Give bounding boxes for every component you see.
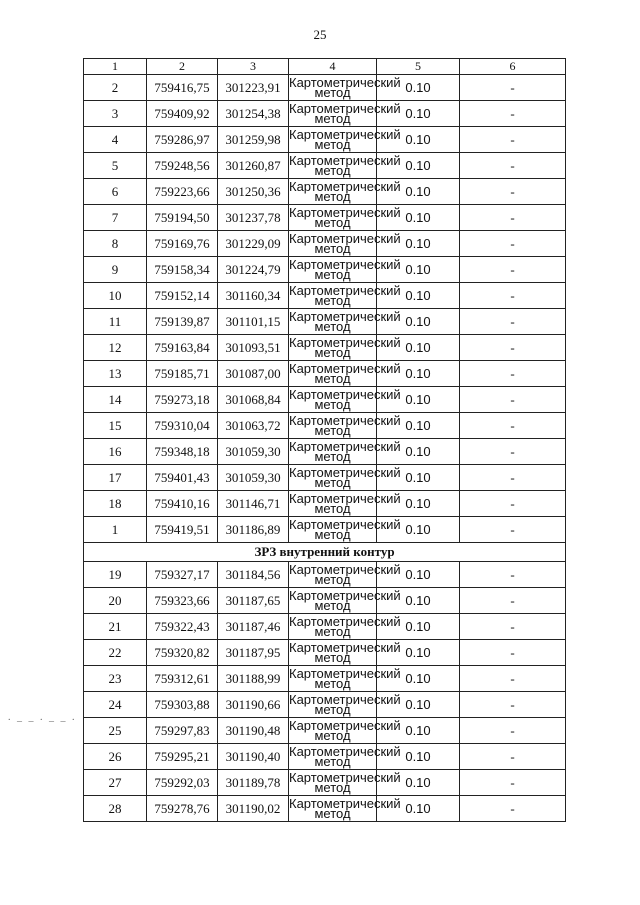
cell-y: 301187,65 [218,588,289,614]
table-row [84,127,566,153]
cell-method: Картометрический метод [289,360,401,386]
cell-method: Картометрический метод [289,412,401,438]
cell-acc: 0.10 [377,744,460,770]
cell-method: Картометрический метод [289,386,401,412]
cell-n: 25 [84,718,147,744]
cell-x: 759401,43 [147,465,218,491]
cell-y: 301259,98 [218,127,289,153]
cell-note: - [460,101,566,127]
cell-method: Картометрический метод [289,230,401,256]
cell-x: 759416,75 [147,75,218,101]
cell-n: 15 [84,413,147,439]
margin-marks: . _ _ . _ _ . [8,712,77,723]
cell-acc: 0.10 [377,692,460,718]
cell-y: 301188,99 [218,666,289,692]
table-row [84,465,566,491]
cell-y: 301059,30 [218,439,289,465]
cell-acc: 0.10 [377,517,460,543]
cell-x: 759158,34 [147,257,218,283]
cell-acc: 0.10 [377,127,460,153]
table-row [84,491,566,517]
cell-acc: 0.10 [377,666,460,692]
cell-note: - [460,439,566,465]
table-row [84,309,566,335]
cell-n: 7 [84,205,147,231]
cell-y: 301223,91 [218,75,289,101]
cell-n: 23 [84,666,147,692]
cell-n: 6 [84,179,147,205]
cell-n: 13 [84,361,147,387]
cell-x: 759410,16 [147,491,218,517]
cell-y: 301187,95 [218,640,289,666]
table-row [84,153,566,179]
cell-x: 759273,18 [147,387,218,413]
cell-x: 759310,04 [147,413,218,439]
table-row [84,101,566,127]
cell-y: 301101,15 [218,309,289,335]
cell-acc: 0.10 [377,101,460,127]
cell-n: 5 [84,153,147,179]
cell-x: 759312,61 [147,666,218,692]
cell-n: 17 [84,465,147,491]
cell-acc: 0.10 [377,562,460,588]
cell-n: 1 [84,517,147,543]
cell-x: 759286,97 [147,127,218,153]
cell-y: 301186,89 [218,517,289,543]
cell-y: 301190,48 [218,718,289,744]
cell-acc: 0.10 [377,718,460,744]
cell-y: 301160,34 [218,283,289,309]
cell-x: 759169,76 [147,231,218,257]
cell-acc: 0.10 [377,153,460,179]
cell-y: 301229,09 [218,231,289,257]
page-number: 25 [313,27,327,42]
table-row [84,770,566,796]
cell-acc: 0.10 [377,614,460,640]
cell-note: - [460,335,566,361]
cell-n: 27 [84,770,147,796]
cell-n: 2 [84,75,147,101]
cell-method: Картометрический метод [289,282,401,308]
cell-acc: 0.10 [377,361,460,387]
cell-y: 301068,84 [218,387,289,413]
cell-x: 759139,87 [147,309,218,335]
cell-x: 759292,03 [147,770,218,796]
section-title: ЗРЗ внутренний контур [84,543,566,562]
cell-y: 301146,71 [218,491,289,517]
cell-method: Картометрический метод [289,100,401,126]
cell-note: - [460,257,566,283]
cell-note: - [460,491,566,517]
cell-n: 12 [84,335,147,361]
table-row [84,640,566,666]
cell-x: 759223,66 [147,179,218,205]
table-row [84,744,566,770]
cell-note: - [460,614,566,640]
cell-x: 759278,76 [147,796,218,822]
cell-x: 759419,51 [147,517,218,543]
cell-acc: 0.10 [377,413,460,439]
cell-method: Картометрический метод [289,126,401,152]
cell-note: - [460,361,566,387]
cell-x: 759194,50 [147,205,218,231]
cell-y: 301260,87 [218,153,289,179]
cell-x: 759297,83 [147,718,218,744]
cell-n: 4 [84,127,147,153]
cell-method: Картометрический метод [289,769,401,795]
cell-method: Картометрический метод [289,464,401,490]
cell-n: 20 [84,588,147,614]
cell-x: 759152,14 [147,283,218,309]
cell-method: Картометрический метод [289,490,401,516]
table-row [84,257,566,283]
cell-x: 759322,43 [147,614,218,640]
cell-method: Картометрический метод [289,74,401,100]
cell-method: Картометрический метод [289,256,401,282]
cell-n: 24 [84,692,147,718]
cell-y: 301059,30 [218,465,289,491]
cell-method: Картометрический метод [289,743,401,769]
cell-acc: 0.10 [377,770,460,796]
cell-y: 301093,51 [218,335,289,361]
cell-y: 301190,66 [218,692,289,718]
cell-acc: 0.10 [377,257,460,283]
table-row [84,588,566,614]
cell-note: - [460,127,566,153]
cell-method: Картометрический метод [289,516,401,542]
cell-method: Картометрический метод [289,691,401,717]
table-row [84,666,566,692]
cell-acc: 0.10 [377,588,460,614]
cell-note: - [460,309,566,335]
column-header: 6 [460,59,566,75]
cell-note: - [460,205,566,231]
table-row [84,413,566,439]
table-row [84,387,566,413]
table-row [84,231,566,257]
cell-y: 301250,36 [218,179,289,205]
cell-method: Картометрический метод [289,438,401,464]
cell-y: 301190,40 [218,744,289,770]
cell-method: Картометрический метод [289,665,401,691]
cell-y: 301190,02 [218,796,289,822]
column-header: 3 [218,59,289,75]
cell-acc: 0.10 [377,491,460,517]
cell-note: - [460,179,566,205]
table-row [84,692,566,718]
table-row [84,439,566,465]
table-row [84,335,566,361]
cell-acc: 0.10 [377,205,460,231]
cell-note: - [460,770,566,796]
cell-x: 759409,92 [147,101,218,127]
cell-y: 301187,46 [218,614,289,640]
cell-n: 11 [84,309,147,335]
section-row [84,543,566,562]
cell-y: 301087,00 [218,361,289,387]
cell-x: 759163,84 [147,335,218,361]
cell-acc: 0.10 [377,179,460,205]
cell-y: 301237,78 [218,205,289,231]
cell-note: - [460,640,566,666]
table-row [84,283,566,309]
table-row [84,517,566,543]
cell-y: 301254,38 [218,101,289,127]
table-row [84,562,566,588]
cell-note: - [460,588,566,614]
cell-note: - [460,718,566,744]
cell-method: Картометрический метод [289,717,401,743]
cell-acc: 0.10 [377,309,460,335]
cell-x: 759327,17 [147,562,218,588]
cell-method: Картометрический метод [289,587,401,613]
cell-note: - [460,283,566,309]
cell-x: 759323,66 [147,588,218,614]
cell-n: 28 [84,796,147,822]
cell-n: 10 [84,283,147,309]
cell-acc: 0.10 [377,387,460,413]
cell-method: Картометрический метод [289,178,401,204]
cell-x: 759185,71 [147,361,218,387]
table-row [84,718,566,744]
cell-note: - [460,153,566,179]
cell-n: 19 [84,562,147,588]
cell-note: - [460,796,566,822]
table-row [84,75,566,101]
cell-n: 22 [84,640,147,666]
cell-note: - [460,692,566,718]
cell-y: 301224,79 [218,257,289,283]
cell-y: 301189,78 [218,770,289,796]
cell-acc: 0.10 [377,335,460,361]
column-header: 2 [147,59,218,75]
cell-n: 18 [84,491,147,517]
cell-note: - [460,413,566,439]
cell-note: - [460,666,566,692]
cell-n: 16 [84,439,147,465]
column-header: 1 [84,59,147,75]
cell-note: - [460,75,566,101]
cell-note: - [460,231,566,257]
cell-method: Картометрический метод [289,795,401,821]
cell-n: 26 [84,744,147,770]
cell-x: 759303,88 [147,692,218,718]
cell-x: 759248,56 [147,153,218,179]
cell-method: Картометрический метод [289,334,401,360]
cell-acc: 0.10 [377,465,460,491]
cell-acc: 0.10 [377,231,460,257]
cell-x: 759320,82 [147,640,218,666]
cell-x: 759348,18 [147,439,218,465]
cell-y: 301184,56 [218,562,289,588]
cell-note: - [460,465,566,491]
cell-method: Картометрический метод [289,308,401,334]
cell-acc: 0.10 [377,75,460,101]
cell-x: 759295,21 [147,744,218,770]
cell-n: 21 [84,614,147,640]
cell-note: - [460,562,566,588]
table-row [84,796,566,822]
cell-method: Картометрический метод [289,639,401,665]
cell-method: Картометрический метод [289,204,401,230]
table-row [84,179,566,205]
column-header: 5 [377,59,460,75]
cell-acc: 0.10 [377,439,460,465]
cell-method: Картометрический метод [289,152,401,178]
table-row [84,361,566,387]
cell-n: 8 [84,231,147,257]
table-row [84,614,566,640]
cell-acc: 0.10 [377,283,460,309]
coordinates-table [83,58,566,822]
cell-n: 14 [84,387,147,413]
cell-y: 301063,72 [218,413,289,439]
cell-method: Картометрический метод [289,561,401,587]
cell-note: - [460,517,566,543]
cell-method: Картометрический метод [289,613,401,639]
cell-n: 9 [84,257,147,283]
header-row [84,59,566,75]
cell-n: 3 [84,101,147,127]
cell-acc: 0.10 [377,640,460,666]
column-header: 4 [289,59,377,75]
cell-note: - [460,387,566,413]
table-row [84,205,566,231]
cell-note: - [460,744,566,770]
cell-acc: 0.10 [377,796,460,822]
